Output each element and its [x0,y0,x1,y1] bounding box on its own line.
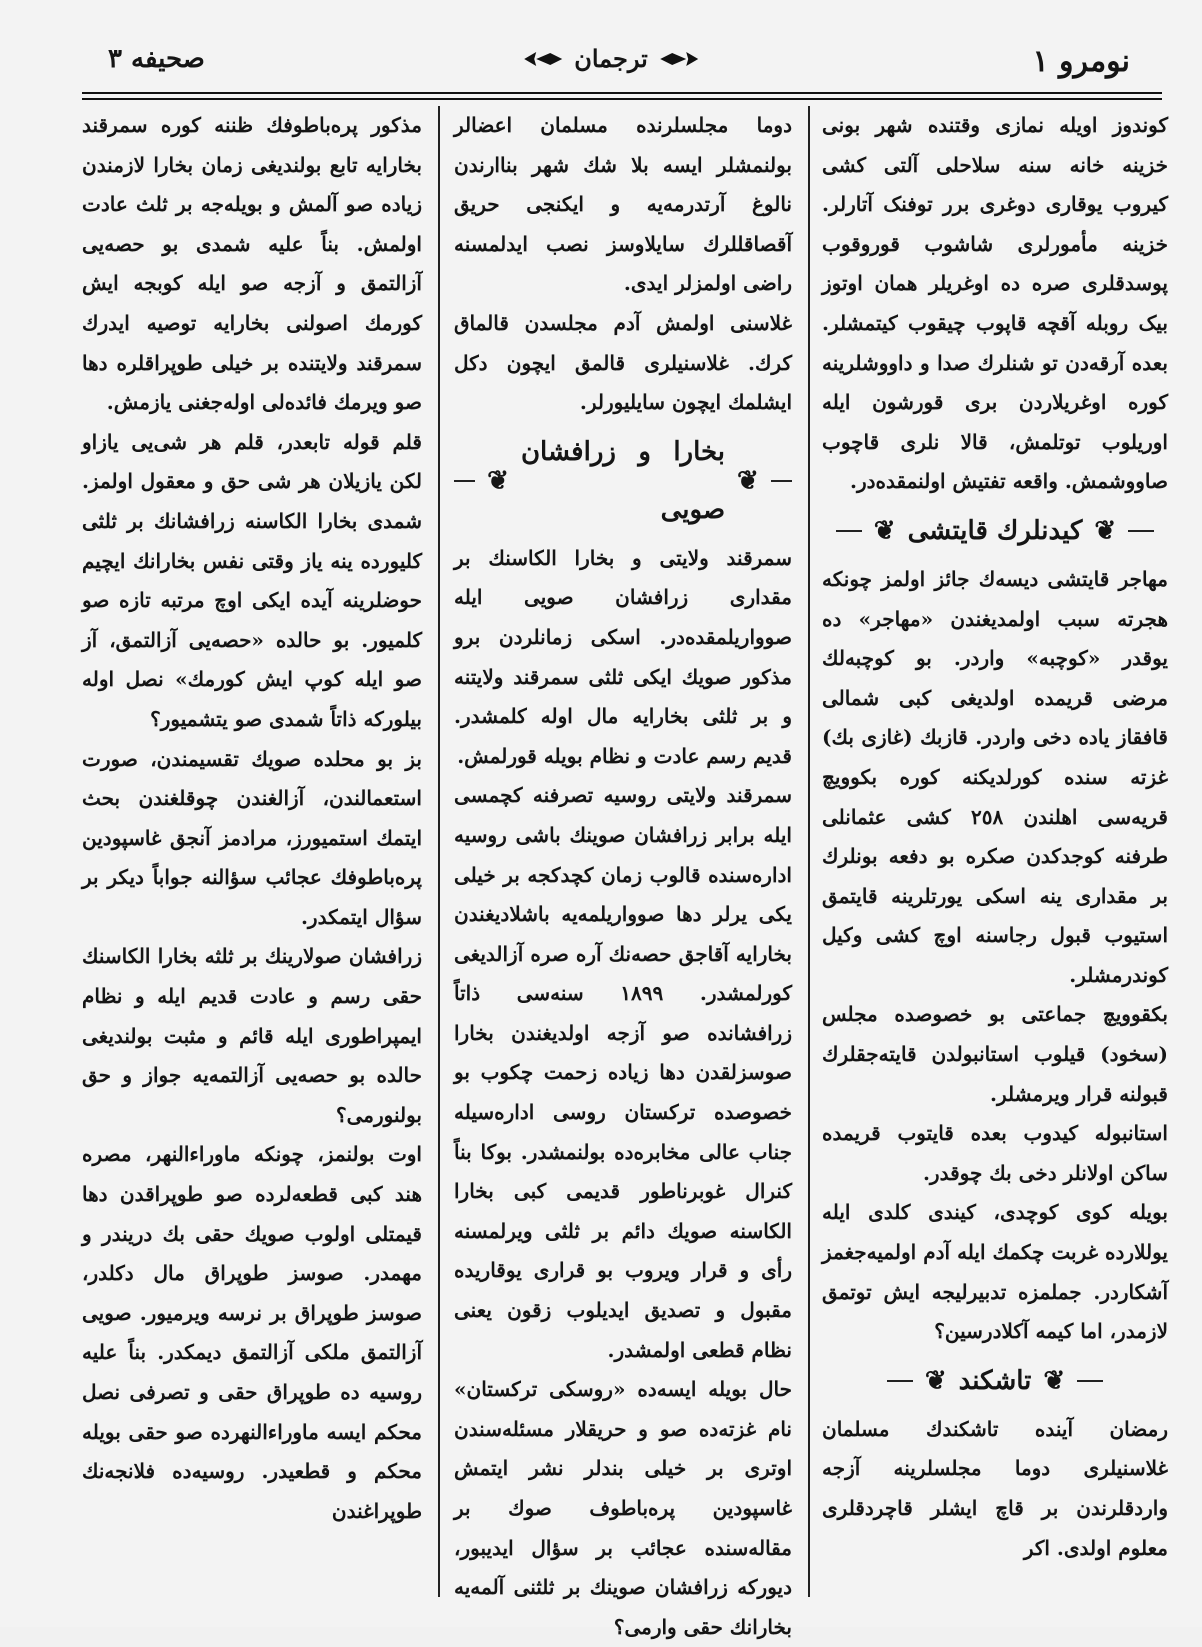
heading-title: تاشکند [958,1365,1032,1396]
heading-dash-icon [1128,530,1154,532]
page-number-label: صحیفه ٣ [108,44,205,74]
ornament-left-icon [522,50,564,68]
heading-ornament-icon: ❦ [737,465,759,496]
section-heading [822,502,1168,560]
section-heading [454,423,792,539]
heading-dash-icon [771,480,792,482]
article-text: سمرقند ولایتی روسیه تصرفنه کچمسی ایله برابر زرافشان صوینك باشی روسیه اداره‌سنده قالوب زمان کچدکجه بر خیلی یکی یرلر دها صوواریلمه‌یه باشلادیغندن بخارایه آقاجق حصه‌نك آره صره آزالدیغی کورلمشدر. ١٨٩٩ سنه‌سی ذاتاً زرافشانده صو آزجه اولدیغندن بخارا صوسزلقدن دها زیاده زحمت چکوب بو خصوصده ترکستان روسی اداره‌سیله جناب عالی مخابره‌ده بولنمشدر. بوکا بناً کنرال غوبرناطور قدیمی کبی بخارا الکاسنه صویك دائم بر ثلثی ویرلمسنه رأی و قرار ویروب بو قراری یوقاریده مقبول و تصدیق ایدیلوب زقون یعنی نظام قطعی اولمشدر. [454,783,793,1362]
heading-ornament-icon: ❦ [487,465,509,496]
heading-ornament-icon: ❦ [873,515,896,546]
section-heading [822,1352,1168,1410]
heading-dash-icon [1077,1380,1103,1382]
article-text: اوت بولنمز، چونکه ماوراءالنهر، مصره هند کبی قطعه‌لرده صو طوپراقدن دها قیمتلی اولوب صویك حقی بك دریندر و مهمدر. صوسز طوپراق مال دکلدر، صوسز طوپراق بر نرسه ویرمیور. صویی آزالتمق ملکی آزالتمق دیمکدر. بناً علیه روسیه ده طوپراق حقی و تصرفی نصل محکم ایسه ماوراءالنهرده صو حقی بویله محکم و قطعیدر. روسیه‌ده فلانجه‌نك طوپراغندن [82,1142,422,1523]
heading-dash-icon [836,530,862,532]
column-divider-2 [438,106,440,1597]
article-text: بکقوویچ جماعتی بو خصوصده مجلس (سخود) قیلوب استانبولدن قایته‌جقلرك قبولنه قرار ویرمشلر. [822,1002,1168,1106]
heading-dash-icon [454,480,475,482]
heading-ornament-icon: ❦ [1094,515,1117,546]
article-text: حال بویله ایسه‌ده «روسکی ترکستان» نام غزته‌ده صو و حریقلار مسئله‌سندن اوتری بر خیلی بندلر نشر ایتمش غاسپودین پره‌باطوف صوك بر مقاله‌سنده عجائب بر سؤال ایدیبور، دیورکه زرافشان صوینك بر ثلثنی آلمه‌یه بخارانك حقی وارمی؟ [454,1377,792,1639]
column-right [822,106,1168,1597]
heading-ornament-icon: ❦ [1043,1365,1066,1396]
page-header [60,30,1162,92]
article-text: مذکور پره‌باطوفك ظننه کوره سمرقند بخارایه تابع بولندیغی زمان بخارا لازمندن زیاده صو آلمش و بویله‌جه بر ثلث عادت اولمش. بناً علیه شمدی بو حصه‌یی آزالتمق و آزجه صو ایله کوبجه ایش کورمك اصولنی بخارایه توصیه ایدرك سمرقند ولایتنده بر خیلی طوپراقلره دها صو ویرمك فائده‌لی اوله‌جغنی یازمش. [82,113,422,415]
article-text: مهاجر قایتشی دیسه‌ك جائز اولمز چونکه هجرته سبب اولمدیغندن «مهاجر» ده یوقدر «کوچبه» واردر. بو کوچبه‌لك مرضی قریمده اولدیغی کبی شمالی قافقاز یاده دخی واردر. قازبك (غازی بك) غزته سنده کورلدیکنه کوره بکوویچ قریه‌سی اهلندن ٢٥٨ کشی عثمانلی طرفنه کوجدکدن صکره بو دفعه بونلرك بر مقداری ینه اسکی یورتلرینه قایتمق استیوب قبول رجاسنه اوچ کشی وکیل کوندرمشلر. [822,566,1168,987]
column-middle [454,106,793,1639]
heading-title: کیدنلرك قایتشی [907,515,1083,546]
article-text: غلاسنی اولمش آدم مجلسدن قالماق کرك. غلاسنیلری قالمق ایچون دکل ایشلمك ایچون سایلیورلر. [454,310,792,415]
article-text: استانبوله کیدوب بعده قایتوب قریمده ساکن اولانلر دخی بك چوقدر. [822,1121,1168,1185]
article-text: قلم قوله تابعدر، قلم هر شی‌یی یازاو لکن یازیلان هر شی حق و معقول اولمز. شمدی بخارا الکاسنه زرافشانك بر ثلثی کلیورده ینه یاز وقتی نفس بخارانك ایچیم حوضلرینه آیده ایکی اوچ مرتبه تازه صو کلمیور. بو حالده «حصه‌یی آزالتمق، آز صو ایله کوپ ایش کورمك» نصل اوله بیلورکه ذاتاً شمدی صو یتشمیور؟ [82,429,422,731]
article-text: سمرقند ولایتی و بخارا الکاسنك بر مقداری زرافشان صویی ایله صوواریلمقده‌در. اسکی زمانلردن برو مذکور صویك ایکی ثلثی سمرقند ولایتنه و بر ثلثی بخارایه مال اوله کلمشدر. قدیم رسم عادت و نظام بویله قورلمش. [454,545,792,768]
masthead [522,44,700,73]
column-divider-1 [808,106,810,1597]
heading-ornament-icon: ❦ [924,1365,947,1396]
header-rule-2 [82,98,1162,100]
article-text: دوما مجلسلرنده مسلمان اعضالر بولنمشلر ایسه بلا شك شهر بناارندن نالوغ آرتدرمه‌یه و ایکنجی حریق آقصاقللرك سایلاوسز نصب ایدلمسنه راضی اولمزلر ایدی. [454,113,792,296]
ornament-right-icon [658,50,700,68]
heading-title: بخارا و زرافشان صویی [520,436,726,525]
issue-number: نومرو ١ [1032,44,1130,79]
article-text: بز بو محلده صویك تقسیمندن، صورت استعمالندن، آزالغندن چوقلغندن بحث ایتمك استمیورز، مرادمز آنجق غاسپودین پره‌باطوفك عجائب سؤالنه جواباً دیکر بر سؤال ایتمکدر. [82,746,422,929]
column-left [82,106,422,1597]
heading-dash-icon [887,1380,913,1382]
article-text: بویله کوی کوچدی، کیندی کلدی ایله یوللارده غربت چکمك ایله آدم اولمیه‌جغمز آشکاردر. جملمزه تدبیرلیجه ایش توتمق لازمدر، اما کیمه آکلادرسین؟ [822,1200,1168,1344]
article-text: رمضان آینده تاشکندك مسلمان غلاسنیلری دوما مجلسلرینه آزجه واردقلرندن بر قاچ ایشلر قاچردقلری معلوم اولدی. اکر [822,1416,1168,1560]
article-text: کوندوز اویله نمازی وقتنده شهر بونی خزینه خانه سنه سلاحلی آلتی کشی کیروب یوقاری دوغری برر توفنک آتارلر. خزینه مأمورلری شاشوب قوروقوب پوسدقلری صره ده اوغریلر همان اوتوز بیک روبله آقچه قاپوب چیقوب کیتمشلر. بعده آرقه‌دن تو‌ شنلرك صدا و داووشلرینه کوره اوغریلاردن بری قورشون ایله اوریلوب توتلمش، قالا نلری قاچوب صاووشمش. واقعه تفتیش اولنمقده‌در. [822,113,1168,494]
masthead-title: ترجمان [574,44,648,73]
header-rule-1 [82,92,1162,94]
article-text: زرافشان صولارینك بر ثلثه بخارا الکاسنك حقی رسم و عادت قدیم ایله و نظام ایمپراطوری ایله قائم و مثبت بولندیغی حالده بو حصه‌یی آزالتمه‌یه جواز و حق بولنورمی؟ [82,944,422,1127]
